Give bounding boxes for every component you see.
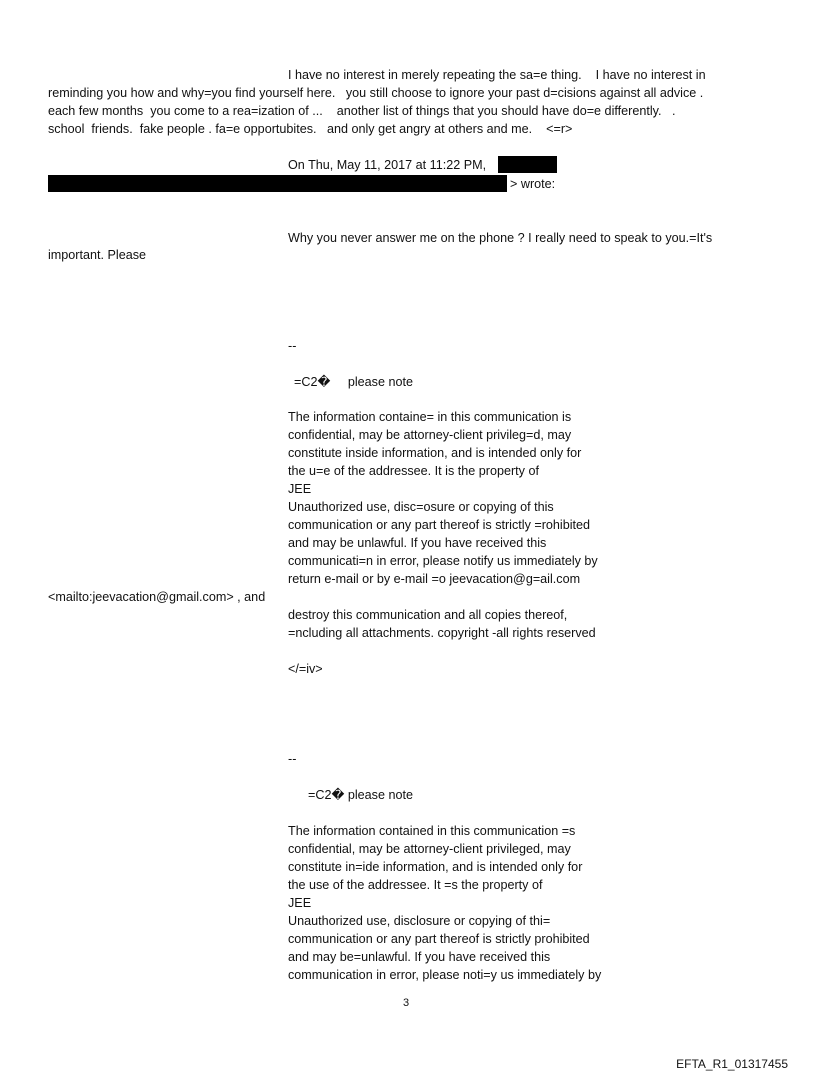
disclaimer-line: the use of the addressee. It =s the property of (288, 878, 543, 892)
signature-note: =C2� please note (308, 788, 413, 802)
disclaimer-line: The information containe= in this communication is (288, 410, 572, 424)
quote-header: On Thu, May 11, 2017 at 11:22 PM, (288, 158, 487, 172)
reply-line-4: school friends. fake people . fa=e opportubites. and only get angry at others and me. <=r> (48, 122, 573, 136)
disclaimer-line: confidential, may be attorney-client privileg=d, may (288, 428, 572, 442)
div-tag: </=iv> (288, 662, 323, 676)
disclaimer-line: confidential, may be attorney-client privileged, may (288, 842, 571, 856)
disclaimer-line: destroy this communication and all copies thereof, (288, 608, 568, 622)
redaction-box (48, 175, 507, 192)
signature-separator: -- (288, 752, 297, 766)
quote-wrote: > wrote: (510, 177, 556, 191)
disclaimer-line: Unauthorized use, disc=osure or copying of this (288, 500, 554, 514)
signature-note: =C2� please note (294, 375, 413, 389)
disclaimer-line: communication or any part thereof is strictly =rohibited (288, 518, 591, 532)
disclaimer-line: Unauthorized use, disclosure or copying of thi= (288, 914, 551, 928)
disclaimer-line: return e-mail or by e-mail =o jeevacation@g=ail.com (288, 572, 581, 586)
signature-separator: -- (288, 339, 297, 353)
disclaimer-line: communication or any part thereof is strictly prohibited (288, 932, 590, 946)
redaction-box (498, 156, 557, 173)
disclaimer-line: the u=e of the addressee. It is the property of (288, 464, 539, 478)
page-number: 3 (403, 997, 410, 1009)
disclaimer-line: constitute inside information, and is intended only for (288, 446, 582, 460)
disclaimer-line: and may be unlawful. If you have received this (288, 536, 547, 550)
document-id: EFTA_R1_01317455 (676, 1057, 788, 1071)
quoted-message-line-1: Why you never answer me on the phone ? I really need to speak to you.=It's (288, 231, 713, 245)
disclaimer-line: constitute in=ide information, and is intended only for (288, 860, 583, 874)
disclaimer-line: JEE (288, 482, 312, 496)
reply-line-1: I have no interest in merely repeating the sa=e thing. I have no interest in (288, 68, 706, 82)
reply-line-3: each few months you come to a rea=ization of ... another list of things that you should have do=e differently. . (48, 104, 676, 118)
disclaimer-line: and may be=unlawful. If you have received this (288, 950, 551, 964)
mailto-line: <mailto:jeevacation@gmail.com> , and (48, 590, 266, 604)
disclaimer-line: =ncluding all attachments. copyright -all rights reserved (288, 626, 596, 640)
reply-line-2: reminding you how and why=you find yourself here. you still choose to ignore your past d=cisions against all advice . (48, 86, 704, 100)
disclaimer-line: JEE (288, 896, 312, 910)
disclaimer-line: The information contained in this communication =s (288, 824, 576, 838)
quoted-message-line-2: important. Please (48, 248, 147, 262)
disclaimer-line: communicati=n in error, please notify us immediately by (288, 554, 598, 568)
disclaimer-line: communication in error, please noti=y us immediately by (288, 968, 602, 982)
